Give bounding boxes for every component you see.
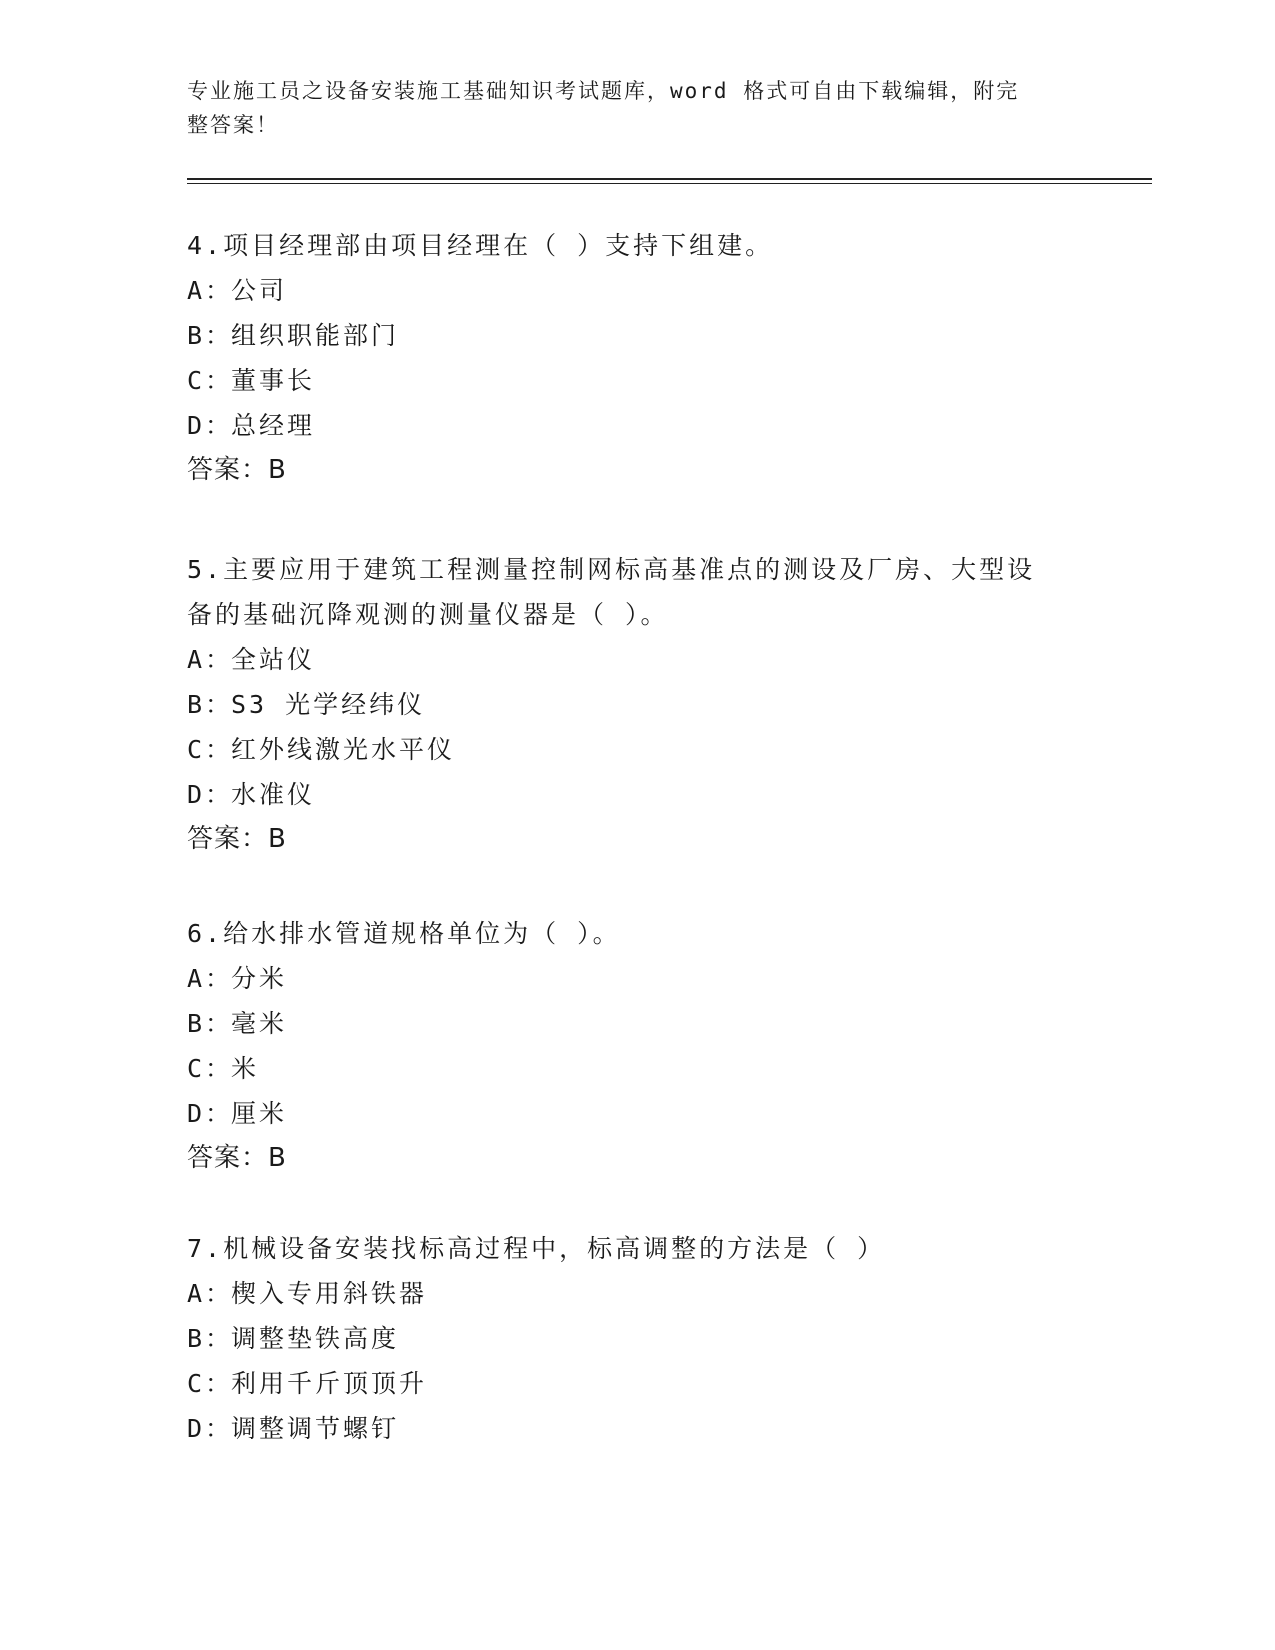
- option-c: [187, 358, 1087, 403]
- option-c: [187, 727, 1087, 772]
- option-key: D：: [187, 780, 234, 809]
- option-a: [187, 1271, 1087, 1316]
- option-key: A：: [187, 964, 234, 993]
- document-header: [187, 74, 1067, 142]
- option-key: D：: [187, 1414, 234, 1443]
- option-text: 水准仪: [231, 780, 316, 809]
- answer-line: 答案：B: [187, 824, 287, 854]
- question-6: [187, 911, 1087, 1181]
- answer-line: 答案：B: [187, 1143, 287, 1173]
- header-line-1: 专业施工员之设备安装施工基础知识考试题库，word 格式可自由下载编辑，附完: [187, 79, 1020, 103]
- option-text: 米: [231, 1054, 260, 1083]
- option-d: [187, 1091, 1087, 1136]
- option-c: [187, 1046, 1087, 1091]
- header-divider-thin: [187, 183, 1152, 184]
- question-stem-line-2: 备的基础沉降观测的测量仪器是（ ）。: [187, 600, 669, 629]
- option-text: 总经理: [231, 411, 316, 440]
- option-b: [187, 1001, 1087, 1046]
- option-text: 公司: [231, 276, 288, 305]
- question-stem: 7.机械设备安装找标高过程中，标高调整的方法是（ ）: [187, 1234, 886, 1263]
- option-key: C：: [187, 366, 234, 395]
- option-text: 全站仪: [231, 645, 316, 674]
- option-text: 组织职能部门: [231, 321, 400, 350]
- option-key: D：: [187, 411, 234, 440]
- option-d: [187, 403, 1087, 448]
- option-key: B：: [187, 690, 234, 719]
- option-key: A：: [187, 645, 234, 674]
- option-text: 调整调节螺钉: [231, 1414, 400, 1443]
- option-key: C：: [187, 735, 234, 764]
- option-key: C：: [187, 1054, 234, 1083]
- option-b: [187, 1316, 1087, 1361]
- question-4: [187, 223, 1087, 493]
- option-key: C：: [187, 1369, 234, 1398]
- option-b: [187, 682, 1087, 727]
- option-a: [187, 637, 1087, 682]
- option-b: [187, 313, 1087, 358]
- question-7: [187, 1226, 1087, 1451]
- answer-line: 答案：B: [187, 455, 287, 485]
- option-key: A：: [187, 1279, 234, 1308]
- option-c: [187, 1361, 1087, 1406]
- option-text: 分米: [231, 964, 288, 993]
- option-text: 利用千斤顶顶升: [231, 1369, 428, 1398]
- question-stem: 6.给水排水管道规格单位为（ ）。: [187, 919, 621, 948]
- option-text: 董事长: [231, 366, 316, 395]
- option-a: [187, 268, 1087, 313]
- option-d: [187, 772, 1087, 817]
- option-key: B：: [187, 1324, 234, 1353]
- header-line-2: 整答案！: [187, 113, 279, 137]
- question-5: [187, 547, 1087, 862]
- option-d: [187, 1406, 1087, 1451]
- question-stem: 4.项目经理部由项目经理在（ ）支持下组建。: [187, 231, 774, 260]
- option-text: 调整垫铁高度: [231, 1324, 400, 1353]
- header-divider-thick: [187, 178, 1152, 180]
- option-key: B：: [187, 321, 234, 350]
- option-text: 厘米: [231, 1099, 288, 1128]
- option-text: 红外线激光水平仪: [231, 735, 456, 764]
- question-stem-line-1: 5.主要应用于建筑工程测量控制网标高基准点的测设及厂房、大型设: [187, 555, 1036, 584]
- option-key: D：: [187, 1099, 234, 1128]
- option-text: 楔入专用斜铁器: [231, 1279, 428, 1308]
- option-text: 毫米: [231, 1009, 288, 1038]
- option-key: A：: [187, 276, 234, 305]
- option-a: [187, 956, 1087, 1001]
- option-key: B：: [187, 1009, 234, 1038]
- option-text: S3 光学经纬仪: [231, 690, 426, 719]
